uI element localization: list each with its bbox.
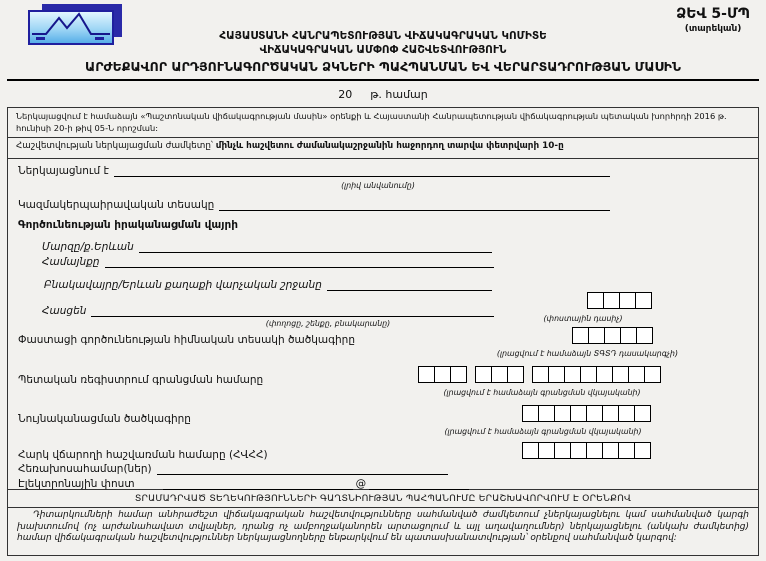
address-input-line[interactable] (91, 305, 494, 317)
activity-code-hint: (լրացվում է համաձայն ՏԳՏԴ դասակարգչի) (496, 349, 678, 358)
code-box-cell[interactable] (548, 366, 565, 383)
code-box-cell[interactable] (602, 442, 619, 459)
deadline-row (8, 138, 758, 159)
logo-chart-rectangle (28, 10, 114, 45)
org-type-label: Կազմակերպաիրավական տեսակը (18, 199, 215, 211)
org-type-row (18, 199, 610, 211)
code-box-cell[interactable] (554, 405, 571, 422)
confidentiality-guarantee: ՏՐԱՄԱԴՐՎԱԾ ՏԵՂԵԿՈՒԹՅՈՒՆՆԵՐԻ ԳԱՂՏՆԻՈՒԹՅԱՆ ՊԱՀՊԱՆՈՒՄԸ ԵՐԱՇԽԱՎՈՐՎՈՒՄ Է ՕՐԵՆՔՈՎ (8, 490, 758, 508)
activity-code-boxes[interactable] (572, 327, 653, 344)
tin-row (18, 449, 268, 461)
code-box-cell[interactable] (570, 405, 587, 422)
settlement-input-line[interactable] (327, 279, 492, 291)
phone-row (18, 463, 448, 475)
report-type: ՎԻՃԱԿԱԳՐԱԿԱՆ ԱՄՓՈՓ ՀԱՇՎԵՏՎՈՒԹՅՈՒՆ (259, 44, 507, 56)
address-row (42, 305, 494, 317)
activity-code-row (18, 334, 355, 346)
region-row (42, 241, 492, 253)
postal-code-hint: (փոստային դասիչ) (543, 314, 623, 323)
code-box-cell[interactable] (554, 442, 571, 459)
code-box-cell[interactable] (570, 442, 587, 459)
code-box-cell[interactable] (418, 366, 435, 383)
deadline-date: մինչև հաշվետու ժամանակաշրջանին հաջորդող տարվա փետրվարի 10-ը (215, 141, 564, 151)
register-row (18, 374, 263, 386)
presenter-input-line[interactable] (114, 165, 610, 177)
code-box-cell[interactable] (644, 366, 661, 383)
address-hint: (փողոցը, շենքը, բնակարանը) (265, 319, 391, 328)
code-box-cell[interactable] (619, 292, 636, 309)
penalty-note: Դիտարկումների համար անհրաժեշտ վիճակագրական հաշվետվությունները սահմանված ժամկետում չներկայացնելու կամ սահմանված կարգի խախտումով (ոչ արժանահավատ տվյալներ, դրանց ոչ ամբողջականորեն արտացոլում և այլ աղավաղումներ) ներկայացնելու (անկախ ժամկետից) համար վիճակագրական հաշվետվություններ ներկայացնողները ենթարկվում են պատասխանատվության՝ օրենքով սահմանված կարգով: (17, 510, 749, 544)
code-box-cell[interactable] (475, 366, 492, 383)
id-code-row (18, 413, 191, 425)
code-box-cell[interactable] (532, 366, 549, 383)
form-body (8, 159, 758, 490)
code-box-cell[interactable] (522, 442, 539, 459)
armstat-logo (28, 4, 128, 48)
presenter-hint: (լրիվ անվանումը) (341, 181, 415, 190)
id-code-label: Նույնականացման ծածկագիրը (18, 413, 191, 425)
email-row (18, 478, 469, 490)
community-row (42, 256, 494, 268)
year-line (0, 88, 766, 101)
code-box-cell[interactable] (618, 405, 635, 422)
form-code (676, 6, 750, 35)
id-code-boxes[interactable] (522, 405, 651, 422)
year-suffix: թ. համար (370, 88, 428, 101)
code-box-cell[interactable] (634, 442, 651, 459)
year-prefix: 20 (338, 88, 353, 101)
committee-name: ՀԱՅԱՍՏԱՆԻ ՀԱՆՐԱՊԵՏՈՒԹՅԱՆ ՎԻՃԱԿԱԳՐԱԿԱՆ ԿՈՄԻՏԵ (219, 30, 547, 42)
code-box-cell[interactable] (450, 366, 467, 383)
community-input-line[interactable] (105, 256, 494, 268)
region-input-line[interactable] (139, 241, 492, 253)
code-box-cell[interactable] (635, 292, 652, 309)
code-box-cell[interactable] (628, 366, 645, 383)
code-box-cell[interactable] (620, 327, 637, 344)
code-box-cell[interactable] (618, 442, 635, 459)
form-frame (7, 107, 759, 556)
form-code-number: ՁԵՎ 5-ՄՊ (676, 6, 750, 22)
register-group-2[interactable] (475, 366, 524, 383)
tin-boxes[interactable] (522, 442, 651, 459)
deadline-prefix: Հաշվետվության ներկայացման ժամկետը՝ (16, 141, 213, 151)
register-label: Պետական ռեգիստրում գրանցման համարը (18, 374, 264, 386)
logo-mark-left (36, 37, 45, 40)
register-group-1[interactable] (418, 366, 467, 383)
code-box-cell[interactable] (588, 327, 605, 344)
presenter-row (18, 165, 610, 177)
phone-label: Հեռախոսահամար(ներ) (18, 463, 152, 475)
region-label: Մարզը/ք.Երևան (42, 241, 134, 253)
code-box-cell[interactable] (538, 442, 555, 459)
code-box-cell[interactable] (612, 366, 629, 383)
settlement-label: Բնակավայրը/Երևան քաղաքի վարչական շրջանը (44, 279, 322, 291)
register-group-3[interactable] (532, 366, 661, 383)
code-box-cell[interactable] (586, 442, 603, 459)
code-box-cell[interactable] (586, 405, 603, 422)
register-number-boxes[interactable] (418, 366, 661, 383)
title-divider (7, 79, 759, 81)
email-label: Էլեկտրոնային փոստ (18, 478, 135, 490)
register-hint: (լրացվում է համաձայն գրանցման վկայականի) (443, 388, 641, 397)
code-box-cell[interactable] (491, 366, 508, 383)
legal-notice: Ներկայացվում է համաձայն «Պաշտոնական վիճակագրության մասին» օրենքի և Հայաստանի Հանրապետության վիճակագրության պետական խորհրդի 2016 թ. հունիսի 20-ի թիվ 05-Ն որոշման: (8, 108, 758, 138)
code-box-cell[interactable] (507, 366, 524, 383)
id-code-hint: (լրացվում է համաձայն գրանցման վկայականի) (444, 427, 642, 436)
code-box-cell[interactable] (434, 366, 451, 383)
code-box-cell[interactable] (564, 366, 581, 383)
code-box-cell[interactable] (636, 327, 653, 344)
code-box-cell[interactable] (602, 405, 619, 422)
code-box-cell[interactable] (572, 327, 589, 344)
postal-code-boxes[interactable] (587, 292, 652, 309)
activity-place-row (18, 219, 238, 231)
community-label: Համայնքը (42, 256, 100, 268)
code-box-cell[interactable] (522, 405, 539, 422)
email-domain-input-line[interactable] (369, 478, 469, 490)
phone-input-line[interactable] (157, 463, 448, 475)
tin-label: Հարկ վճարողի հաշվառման համարը (ՀՎՀՀ) (18, 449, 268, 461)
address-label: Հասցեն (42, 305, 87, 317)
page-title: ԱՐԺԵՔԱՎՈՐ ԱՐԴՅՈՒՆԱԳՈՐԾԱԿԱՆ ՁԿՆԵՐԻ ՊԱՀՊԱՆՄԱՆ ԵՎ ՎԵՐԱՐՏԱԴՐՈՒԹՅԱՆ ՄԱՍԻՆ (85, 59, 681, 74)
activity-code-label: Փաստացի գործունեության հիմնական տեսակի ծածկագիրը (18, 334, 355, 346)
settlement-row (44, 279, 492, 291)
form-code-period: (տարեկան) (684, 23, 742, 34)
code-box-cell[interactable] (580, 366, 597, 383)
code-box-cell[interactable] (596, 366, 613, 383)
email-at-sign: @ (355, 478, 367, 490)
presenter-label: Ներկայացնում է (18, 165, 109, 177)
code-box-cell[interactable] (538, 405, 555, 422)
email-local-input-line[interactable] (163, 478, 353, 490)
code-box-cell[interactable] (634, 405, 651, 422)
org-type-input-line[interactable] (219, 199, 610, 211)
code-box-cell[interactable] (604, 327, 621, 344)
code-box-cell[interactable] (587, 292, 604, 309)
activity-place-label: Գործունեության իրականացման վայրի (18, 219, 238, 231)
code-box-cell[interactable] (603, 292, 620, 309)
logo-mark-right (95, 37, 104, 40)
